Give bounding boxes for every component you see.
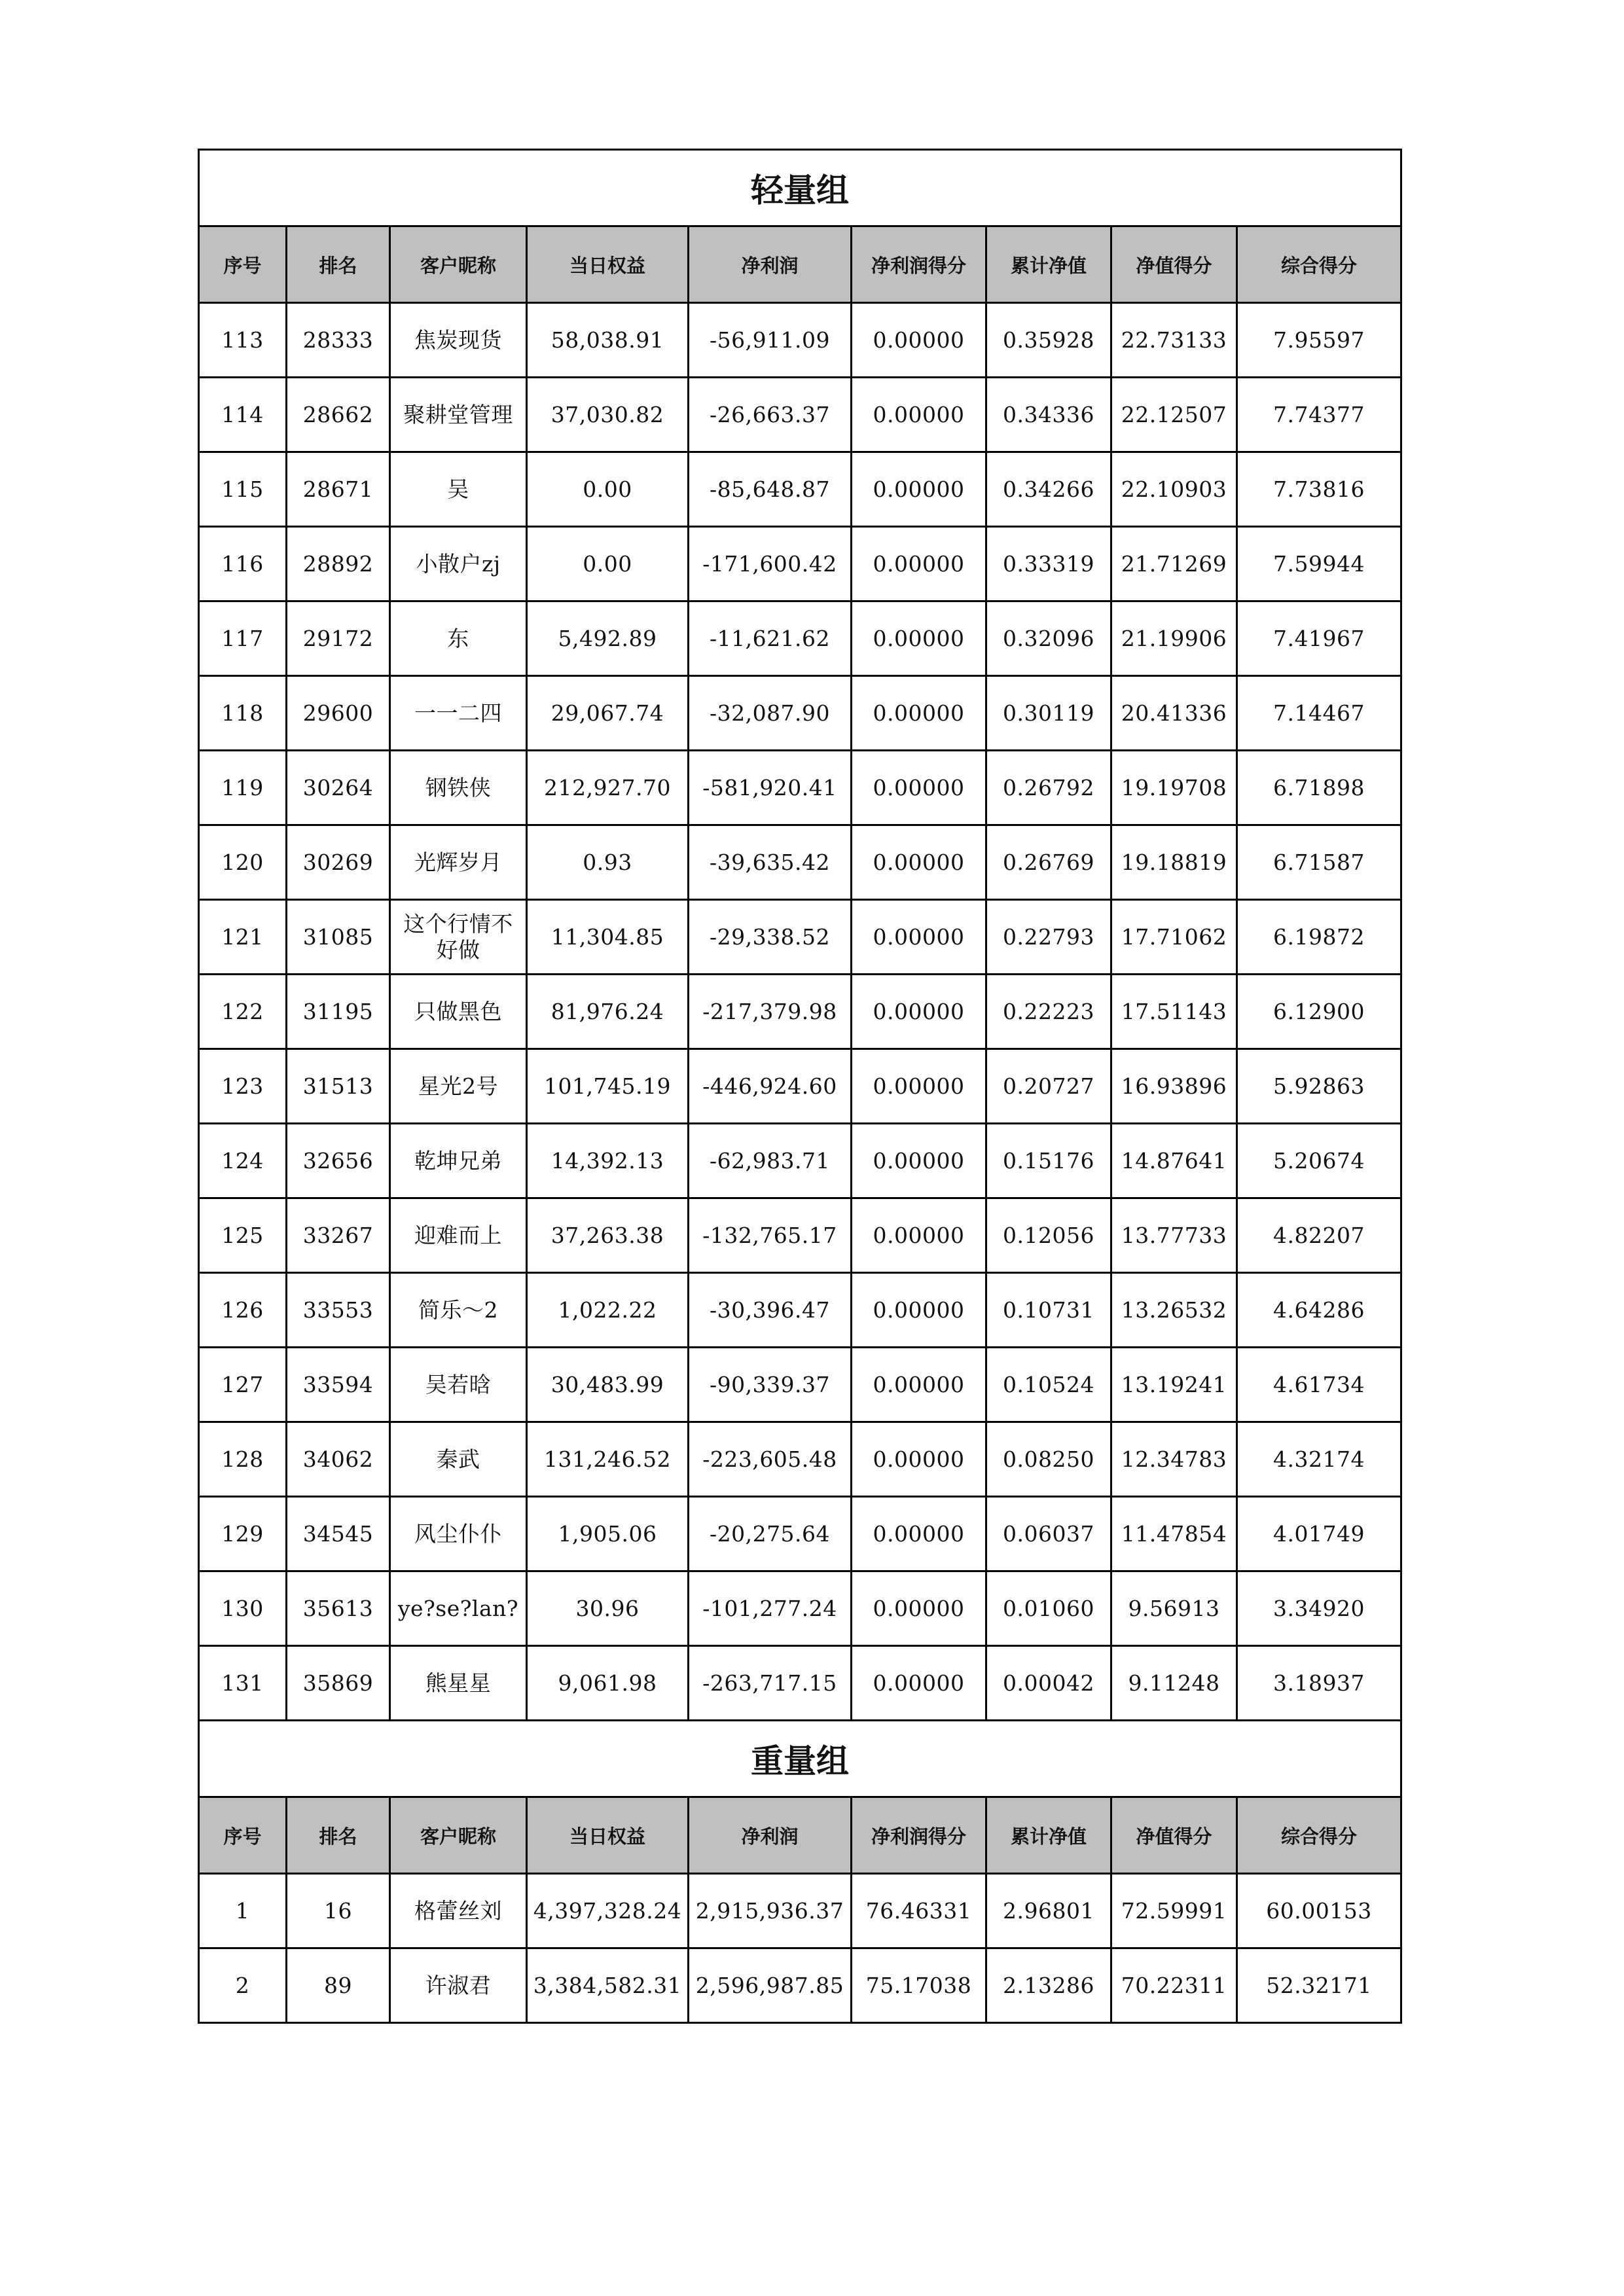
net-profit-score-cell: 0.00000 [852,1497,986,1571]
rank-cell: 33553 [287,1273,390,1348]
header-net-value: 累计净值 [986,226,1111,303]
table-row [199,1198,1401,1273]
table-row [199,527,1401,601]
net-profit-cell: -101,277.24 [689,1571,852,1646]
net-value-cell: 0.15176 [986,1124,1111,1198]
net-value-score-cell: 16.93896 [1111,1049,1237,1124]
equity-cell: 37,263.38 [527,1198,689,1273]
name-cell: 简乐～2 [390,1273,527,1348]
equity-cell: 3,384,582.31 [527,1948,689,2023]
name-cell: 东 [390,601,527,676]
net-value-score-cell: 9.56913 [1111,1571,1237,1646]
rank-cell: 28892 [287,527,390,601]
equity-cell: 37,030.82 [527,378,689,452]
header-net-value-score: 净值得分 [1111,226,1237,303]
equity-cell: 131,246.52 [527,1422,689,1497]
seq-cell: 126 [199,1273,287,1348]
net-profit-cell: -132,765.17 [689,1198,852,1273]
name-cell: 迎难而上 [390,1198,527,1273]
net-value-cell: 0.01060 [986,1571,1111,1646]
name-cell: 这个行情不好做 [390,900,527,975]
table-row [199,676,1401,751]
name-cell: 只做黑色 [390,975,527,1049]
table-row [199,900,1401,975]
table-row [199,751,1401,825]
net-value-cell: 0.00042 [986,1646,1111,1721]
seq-cell: 114 [199,378,287,452]
table-row [199,1124,1401,1198]
net-profit-score-cell: 0.00000 [852,1273,986,1348]
total-score-cell: 52.32171 [1237,1948,1401,2023]
table-row [199,378,1401,452]
rank-cell: 29600 [287,676,390,751]
rank-cell: 29172 [287,601,390,676]
net-profit-score-cell: 0.00000 [852,452,986,527]
net-value-cell: 0.26792 [986,751,1111,825]
net-profit-cell: -30,396.47 [689,1273,852,1348]
total-score-cell: 6.71587 [1237,825,1401,900]
net-value-cell: 0.10731 [986,1273,1111,1348]
net-value-cell: 2.13286 [986,1948,1111,2023]
total-score-cell: 4.01749 [1237,1497,1401,1571]
total-score-cell: 4.64286 [1237,1273,1401,1348]
table-row [199,1273,1401,1348]
table-row [199,452,1401,527]
rank-cell: 32656 [287,1124,390,1198]
net-value-score-cell: 9.11248 [1111,1646,1237,1721]
name-cell: 聚耕堂管理 [390,378,527,452]
total-score-cell: 5.92863 [1237,1049,1401,1124]
total-score-cell: 7.73816 [1237,452,1401,527]
rank-cell: 89 [287,1948,390,2023]
net-value-cell: 0.20727 [986,1049,1111,1124]
equity-cell: 101,745.19 [527,1049,689,1124]
net-value-cell: 0.22223 [986,975,1111,1049]
net-value-score-cell: 22.73133 [1111,303,1237,378]
net-value-cell: 0.06037 [986,1497,1111,1571]
net-value-cell: 0.10524 [986,1348,1111,1422]
header-rank: 排名 [287,226,390,303]
net-value-cell: 0.12056 [986,1198,1111,1273]
total-score-cell: 4.32174 [1237,1422,1401,1497]
net-value-cell: 0.34266 [986,452,1111,527]
group-title-row [199,1721,1401,1797]
total-score-cell: 7.41967 [1237,601,1401,676]
header-net-profit: 净利润 [689,1797,852,1874]
total-score-cell: 7.74377 [1237,378,1401,452]
net-value-score-cell: 17.51143 [1111,975,1237,1049]
table-row [199,1948,1401,2023]
seq-cell: 127 [199,1348,287,1422]
header-seq: 序号 [199,226,287,303]
net-value-score-cell: 21.19906 [1111,601,1237,676]
net-profit-score-cell: 0.00000 [852,900,986,975]
equity-cell: 212,927.70 [527,751,689,825]
seq-cell: 122 [199,975,287,1049]
header-net-profit: 净利润 [689,226,852,303]
rank-cell: 33594 [287,1348,390,1422]
net-profit-score-cell: 0.00000 [852,1422,986,1497]
table-row [199,1646,1401,1721]
net-profit-score-cell: 76.46331 [852,1874,986,1948]
net-value-score-cell: 13.77733 [1111,1198,1237,1273]
rank-cell: 31195 [287,975,390,1049]
table-row [199,601,1401,676]
total-score-cell: 3.34920 [1237,1571,1401,1646]
net-profit-cell: -171,600.42 [689,527,852,601]
total-score-cell: 6.19872 [1237,900,1401,975]
net-profit-cell: -217,379.98 [689,975,852,1049]
net-value-score-cell: 19.18819 [1111,825,1237,900]
rank-cell: 30264 [287,751,390,825]
total-score-cell: 3.18937 [1237,1646,1401,1721]
seq-cell: 121 [199,900,287,975]
rank-cell: 31085 [287,900,390,975]
net-value-cell: 0.30119 [986,676,1111,751]
total-score-cell: 4.61734 [1237,1348,1401,1422]
net-profit-cell: -446,924.60 [689,1049,852,1124]
seq-cell: 119 [199,751,287,825]
equity-cell: 0.00 [527,527,689,601]
net-value-cell: 0.08250 [986,1422,1111,1497]
rank-cell: 34062 [287,1422,390,1497]
net-profit-score-cell: 0.00000 [852,676,986,751]
total-score-cell: 4.82207 [1237,1198,1401,1273]
net-value-score-cell: 22.12507 [1111,378,1237,452]
ranking-table [198,149,1402,2024]
header-equity: 当日权益 [527,226,689,303]
rank-cell: 31513 [287,1049,390,1124]
name-cell: 风尘仆仆 [390,1497,527,1571]
net-profit-score-cell: 75.17038 [852,1948,986,2023]
rank-cell: 30269 [287,825,390,900]
equity-cell: 14,392.13 [527,1124,689,1198]
equity-cell: 1,905.06 [527,1497,689,1571]
table-row [199,303,1401,378]
equity-cell: 4,397,328.24 [527,1874,689,1948]
seq-cell: 120 [199,825,287,900]
name-cell: 星光2号 [390,1049,527,1124]
net-value-cell: 0.35928 [986,303,1111,378]
net-profit-score-cell: 0.00000 [852,527,986,601]
net-profit-score-cell: 0.00000 [852,1124,986,1198]
net-value-score-cell: 22.10903 [1111,452,1237,527]
seq-cell: 1 [199,1874,287,1948]
equity-cell: 9,061.98 [527,1646,689,1721]
group-title-row [199,150,1401,226]
equity-cell: 0.93 [527,825,689,900]
name-cell: 一一二四 [390,676,527,751]
equity-cell: 29,067.74 [527,676,689,751]
net-profit-cell: -29,338.52 [689,900,852,975]
net-profit-cell: -56,911.09 [689,303,852,378]
rank-cell: 35869 [287,1646,390,1721]
net-value-score-cell: 70.22311 [1111,1948,1237,2023]
equity-cell: 11,304.85 [527,900,689,975]
name-cell: 钢铁侠 [390,751,527,825]
net-profit-cell: -62,983.71 [689,1124,852,1198]
net-value-cell: 0.33319 [986,527,1111,601]
net-value-score-cell: 11.47854 [1111,1497,1237,1571]
table-row [199,1874,1401,1948]
name-cell: 格蕾丝刘 [390,1874,527,1948]
header-net-value-score: 净值得分 [1111,1797,1237,1874]
name-cell: 熊星星 [390,1646,527,1721]
rank-cell: 28662 [287,378,390,452]
net-value-score-cell: 19.19708 [1111,751,1237,825]
equity-cell: 0.00 [527,452,689,527]
net-profit-cell: -223,605.48 [689,1422,852,1497]
name-cell: ye?se?lan? [390,1571,527,1646]
name-cell: 吴 [390,452,527,527]
rank-cell: 34545 [287,1497,390,1571]
net-value-score-cell: 72.59991 [1111,1874,1237,1948]
total-score-cell: 6.71898 [1237,751,1401,825]
table-body [199,150,1401,2023]
header-row [199,226,1401,303]
net-value-cell: 0.22793 [986,900,1111,975]
net-value-score-cell: 12.34783 [1111,1422,1237,1497]
seq-cell: 128 [199,1422,287,1497]
table-row [199,1049,1401,1124]
net-profit-score-cell: 0.00000 [852,1348,986,1422]
total-score-cell: 6.12900 [1237,975,1401,1049]
seq-cell: 130 [199,1571,287,1646]
net-profit-score-cell: 0.00000 [852,975,986,1049]
net-profit-score-cell: 0.00000 [852,825,986,900]
net-profit-cell: -26,663.37 [689,378,852,452]
header-net-profit-score: 净利润得分 [852,226,986,303]
seq-cell: 115 [199,452,287,527]
table-row [199,1497,1401,1571]
seq-cell: 117 [199,601,287,676]
net-profit-score-cell: 0.00000 [852,1049,986,1124]
net-value-cell: 2.96801 [986,1874,1111,1948]
total-score-cell: 60.00153 [1237,1874,1401,1948]
table-row [199,825,1401,900]
net-profit-cell: -39,635.42 [689,825,852,900]
net-profit-cell: -85,648.87 [689,452,852,527]
net-profit-score-cell: 0.00000 [852,1646,986,1721]
net-profit-score-cell: 0.00000 [852,378,986,452]
net-profit-cell: 2,915,936.37 [689,1874,852,1948]
rank-cell: 28333 [287,303,390,378]
total-score-cell: 7.95597 [1237,303,1401,378]
seq-cell: 131 [199,1646,287,1721]
name-cell: 乾坤兄弟 [390,1124,527,1198]
name-cell: 吴若晗 [390,1348,527,1422]
net-profit-cell: -263,717.15 [689,1646,852,1721]
name-cell: 许淑君 [390,1948,527,2023]
seq-cell: 124 [199,1124,287,1198]
net-profit-score-cell: 0.00000 [852,751,986,825]
net-profit-score-cell: 0.00000 [852,1571,986,1646]
name-cell: 光辉岁月 [390,825,527,900]
name-cell: 焦炭现货 [390,303,527,378]
rank-cell: 28671 [287,452,390,527]
net-profit-score-cell: 0.00000 [852,601,986,676]
rank-cell: 33267 [287,1198,390,1273]
equity-cell: 1,022.22 [527,1273,689,1348]
net-profit-cell: -90,339.37 [689,1348,852,1422]
rank-cell: 16 [287,1874,390,1948]
header-net-profit-score: 净利润得分 [852,1797,986,1874]
net-profit-cell: -581,920.41 [689,751,852,825]
header-equity: 当日权益 [527,1797,689,1874]
seq-cell: 116 [199,527,287,601]
seq-cell: 113 [199,303,287,378]
net-value-cell: 0.26769 [986,825,1111,900]
header-row [199,1797,1401,1874]
net-value-score-cell: 21.71269 [1111,527,1237,601]
name-cell: 小散户zj [390,527,527,601]
header-seq: 序号 [199,1797,287,1874]
equity-cell: 5,492.89 [527,601,689,676]
header-net-value: 累计净值 [986,1797,1111,1874]
net-value-cell: 0.34336 [986,378,1111,452]
net-profit-cell: -11,621.62 [689,601,852,676]
net-value-score-cell: 14.87641 [1111,1124,1237,1198]
table-row [199,975,1401,1049]
group-title: 重量组 [199,1721,1401,1797]
seq-cell: 2 [199,1948,287,2023]
group-title: 轻量组 [199,150,1401,226]
net-profit-cell: -32,087.90 [689,676,852,751]
name-cell: 秦武 [390,1422,527,1497]
total-score-cell: 7.14467 [1237,676,1401,751]
header-rank: 排名 [287,1797,390,1874]
equity-cell: 30,483.99 [527,1348,689,1422]
rank-cell: 35613 [287,1571,390,1646]
equity-cell: 81,976.24 [527,975,689,1049]
header-name: 客户昵称 [390,1797,527,1874]
seq-cell: 118 [199,676,287,751]
net-profit-cell: -20,275.64 [689,1497,852,1571]
table-row [199,1348,1401,1422]
seq-cell: 129 [199,1497,287,1571]
header-total-score: 综合得分 [1237,226,1401,303]
net-value-score-cell: 13.19241 [1111,1348,1237,1422]
total-score-cell: 5.20674 [1237,1124,1401,1198]
table-row [199,1422,1401,1497]
total-score-cell: 7.59944 [1237,527,1401,601]
net-value-score-cell: 20.41336 [1111,676,1237,751]
header-total-score: 综合得分 [1237,1797,1401,1874]
net-profit-score-cell: 0.00000 [852,303,986,378]
net-value-cell: 0.32096 [986,601,1111,676]
seq-cell: 123 [199,1049,287,1124]
net-profit-score-cell: 0.00000 [852,1198,986,1273]
net-value-score-cell: 13.26532 [1111,1273,1237,1348]
net-value-score-cell: 17.71062 [1111,900,1237,975]
table-row [199,1571,1401,1646]
seq-cell: 125 [199,1198,287,1273]
header-name: 客户昵称 [390,226,527,303]
net-profit-cell: 2,596,987.85 [689,1948,852,2023]
equity-cell: 58,038.91 [527,303,689,378]
equity-cell: 30.96 [527,1571,689,1646]
